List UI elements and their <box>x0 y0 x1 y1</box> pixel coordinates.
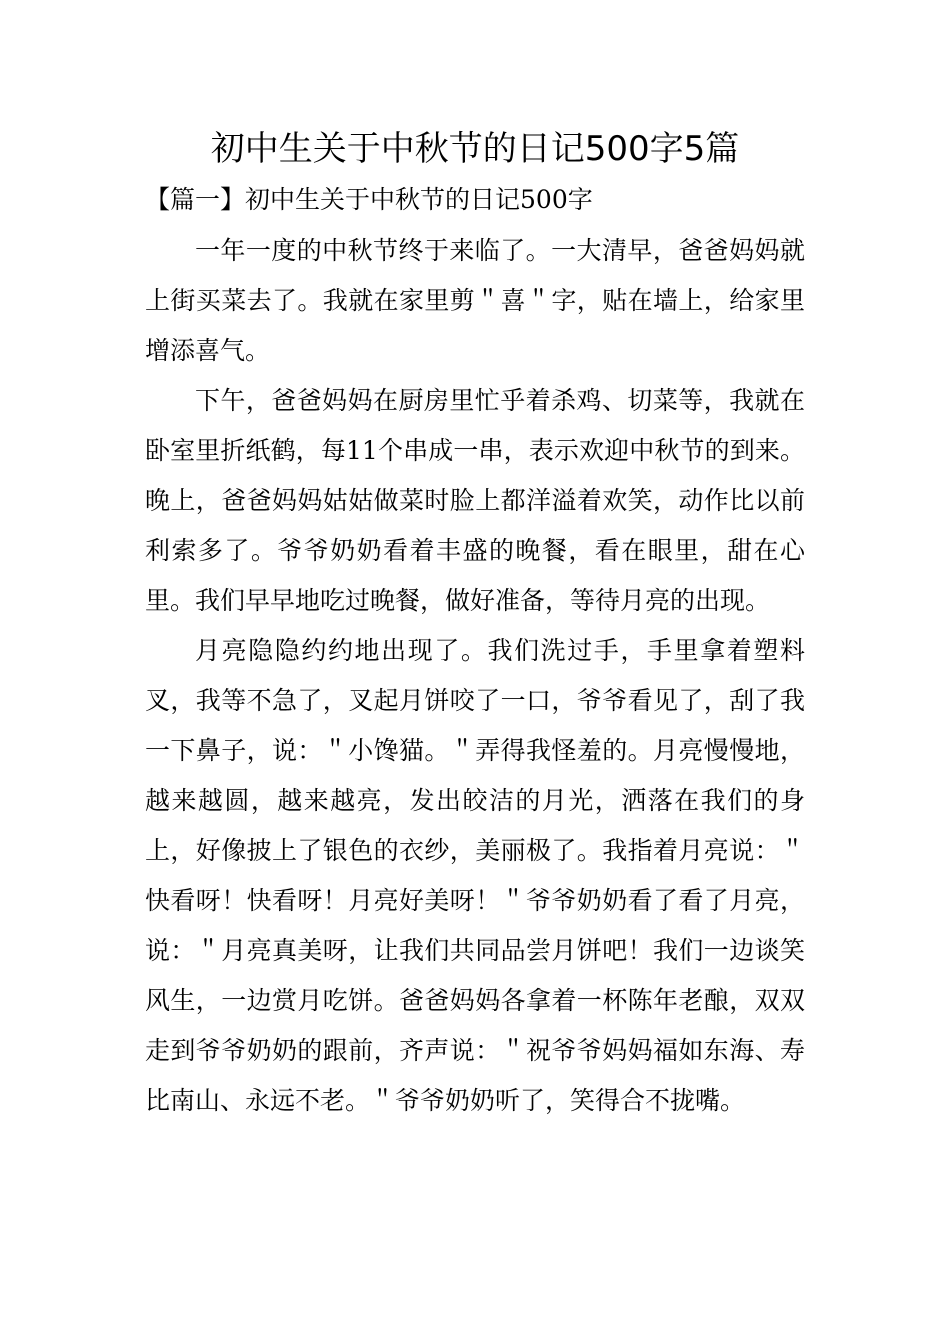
section-heading: 【篇一】初中生关于中秋节的日记500字 <box>145 185 593 214</box>
document-title: 初中生关于中秋节的日记500字5篇 <box>210 129 740 169</box>
paragraph: 下午，爸爸妈妈在厨房里忙乎着杀鸡、切菜等，我就在卧室里折纸鹤，每11个串成一串，表示欢迎中秋节的到来。晚上，爸爸妈妈姑姑做菜时脸上都洋溢着欢笑，动作比以前利索多了。爷爷奶奶看着丰盛的晚餐，看在眼里，甜在心里。我们早早地吃过晚餐，做好准备，等待月亮的出现。 <box>145 386 805 615</box>
document-body <box>145 226 805 1126</box>
paragraph: 月亮隐隐约约地出现了。我们洗过手，手里拿着塑料叉，我等不急了，叉起月饼咬了一口，爷爷看见了，刮了我一下鼻子，说：＂小馋猫。＂弄得我怪羞的。月亮慢慢地，越来越圆，越来越亮，发出皎洁的月光，洒落在我们的身上，好像披上了银色的衣纱，美丽极了。我指着月亮说：＂快看呀！快看呀！月亮好美呀！＂爷爷奶奶看了看了月亮，说：＂月亮真美呀，让我们共同品尝月饼吧！我们一边谈笑风生，一边赏月吃饼。爸爸妈妈各拿着一杯陈年老酿，双双走到爷爷奶奶的跟前，齐声说：＂祝爷爷妈妈福如东海、寿比南山、永远不老。＂爷爷奶奶听了，笑得合不拢嘴。 <box>145 636 805 1115</box>
paragraph: 一年一度的中秋节终于来临了。一大清早，爸爸妈妈就上街买菜去了。我就在家里剪＂喜＂字，贴在墙上，给家里增添喜气。 <box>145 236 805 365</box>
